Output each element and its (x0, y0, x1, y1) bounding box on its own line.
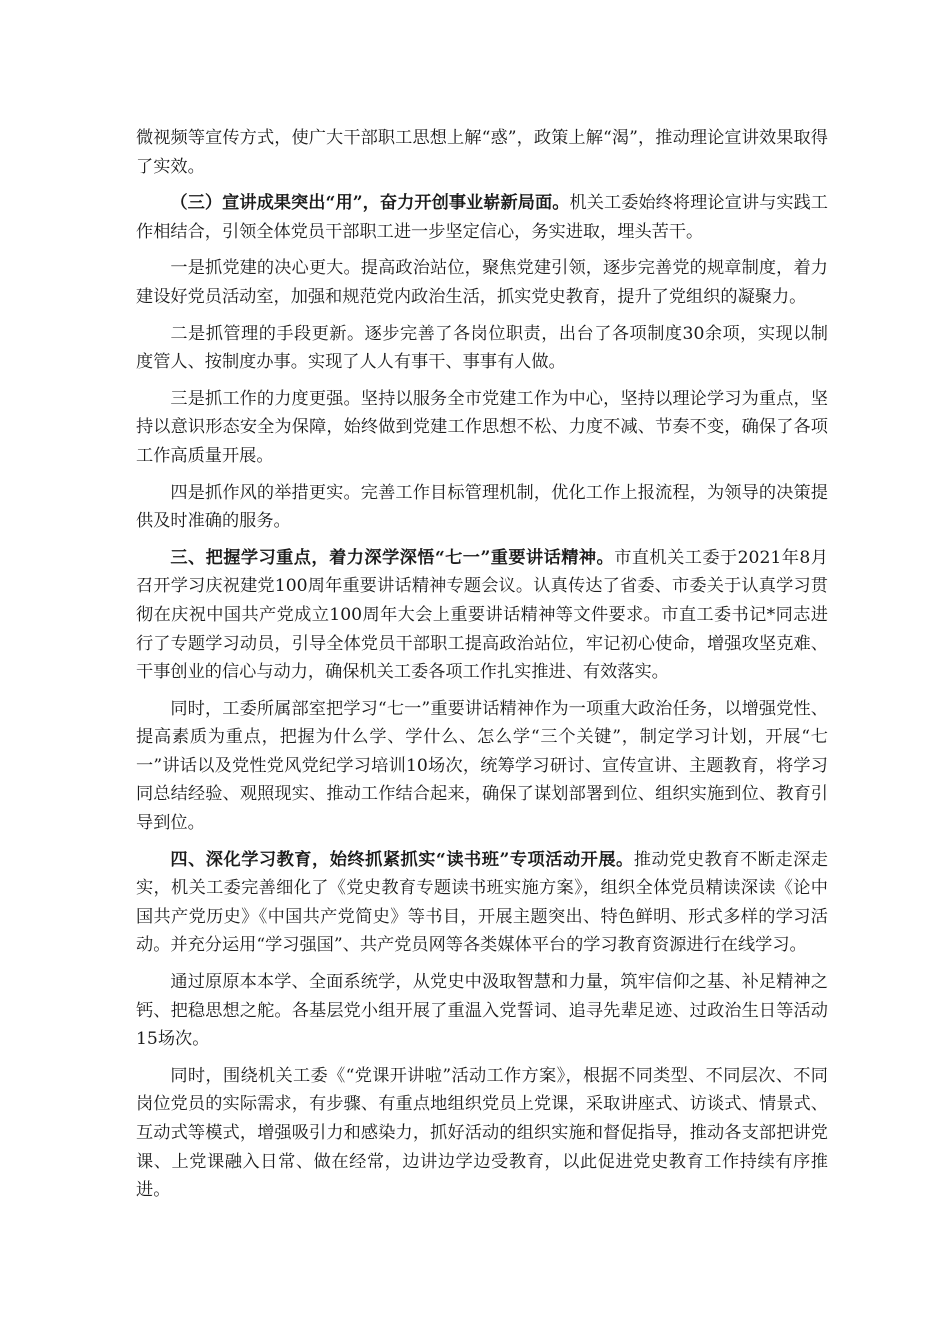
paragraph-text: 三是抓工作的力度更强。坚持以服务全市党建工作为中心，坚持以理论学习为重点，坚持以意识形态安全为保障，始终做到党建工作思想不松、力度不减、节奏不变，确保了各项工作高质量开展。 (136, 388, 828, 466)
paragraph-text: 微视频等宣传方式，使广大干部职工思想上解“惑”，政策上解“渴”，推动理论宣讲效果取得了实效。 (136, 128, 828, 177)
document-body (136, 124, 828, 1213)
paragraph-text: 同时，工委所属部室把学习“七一”重要讲话精神作为一项重大政治任务，以增强党性、提高素质为重点，把握为什么学、学什么、怎么学“三个关键”，制定学习计划，开展“七一”讲话以及党性党风党纪学习培训10场次，统筹学习研讨、宣传宣讲、主题教育，将学习同总结经验、观照现实、推动工作结合起来，确保了谋划部署到位、组织实施到位、教育引导到位。 (136, 698, 828, 834)
paragraph-body (136, 1062, 828, 1205)
paragraph-item-4 (136, 479, 828, 536)
paragraph-section-3 (136, 189, 828, 246)
chapter-heading: 四、深化学习教育，始终抓紧抓实“读书班”专项活动开展。 (170, 849, 634, 870)
paragraph-text: 二是抓管理的手段更新。逐步完善了各岗位职责，出台了各项制度30余项，实现以制度管人、按制度办事。实现了人人有事干、事事有人做。 (136, 323, 828, 373)
paragraph-body (136, 968, 828, 1054)
paragraph-item-3 (136, 385, 828, 471)
paragraph-text: 一是抓党建的决心更大。提高政治站位，聚焦党建引领，逐步完善党的规章制度，着力建设好党员活动室，加强和规范党内政治生活，抓实党史教育，提升了党组织的凝聚力。 (136, 258, 828, 307)
paragraph-continuation (136, 124, 828, 181)
paragraph-text: 机关工委始终将理论宣讲与实践工作相结合，引领全体党员干部职工进一步坚定信心，务实进取，埋头苦干。 (136, 193, 828, 242)
section-heading: （三）宣讲成果突出“用”，奋力开创事业崭新局面。 (170, 193, 570, 214)
paragraph-item-1 (136, 254, 828, 311)
paragraph-chapter-4 (136, 846, 828, 960)
paragraph-text: 同时，围绕机关工委《“党课开讲啦”活动工作方案》，根据不同类型、不同层次、不同岗位党员的实际需求，有步骤、有重点地组织党员上党课，采取讲座式、访谈式、情景式、互动式等模式，增强吸引力和感染力，抓好活动的组织实施和督促指导，推动各支部把讲党课、上党课融入日常、做在经常，边讲边学边受教育，以此促进党史教育工作持续有序推进。 (136, 1065, 828, 1201)
paragraph-chapter-3 (136, 544, 828, 687)
paragraph-text: 推动党史教育不断走深走实，机关工委完善细化了《党史教育专题读书班实施方案》，组织全体党员精读深读《论中国共产党历史》《中国共产党简史》等书目，开展主题突出、特色鲜明、形式多样的学习活动。并充分运用“学习强国”、共产党员网等各类媒体平台的学习教育资源进行在线学习。 (136, 849, 828, 956)
chapter-heading: 三、把握学习重点，着力深学深悟“七一”重要讲话精神。 (170, 547, 615, 568)
paragraph-text: 四是抓作风的举措更实。完善工作目标管理机制，优化工作上报流程，为领导的决策提供及时准确的服务。 (136, 482, 828, 532)
paragraph-body (136, 695, 828, 838)
paragraph-item-2 (136, 320, 828, 377)
paragraph-text: 通过原原本本学、全面系统学，从党史中汲取智慧和力量，筑牢信仰之基、补足精神之钙、把稳思想之舵。各基层党小组开展了重温入党誓词、追寻先辈足迹、过政治生日等活动15场次。 (136, 972, 828, 1050)
paragraph-text: 市直机关工委于2021年8月召开学习庆祝建党100周年重要讲话精神专题会议。认真传达了省委、市委关于认真学习贯彻在庆祝中国共产党成立100周年大会上重要讲话精神等文件要求。市直工委书记*同志进行了专题学习动员，引导全体党员干部职工提高政治站位，牢记初心使命，增强攻坚克难、干事创业的信心与动力，确保机关工委各项工作扎实推进、有效落实。 (136, 547, 828, 683)
